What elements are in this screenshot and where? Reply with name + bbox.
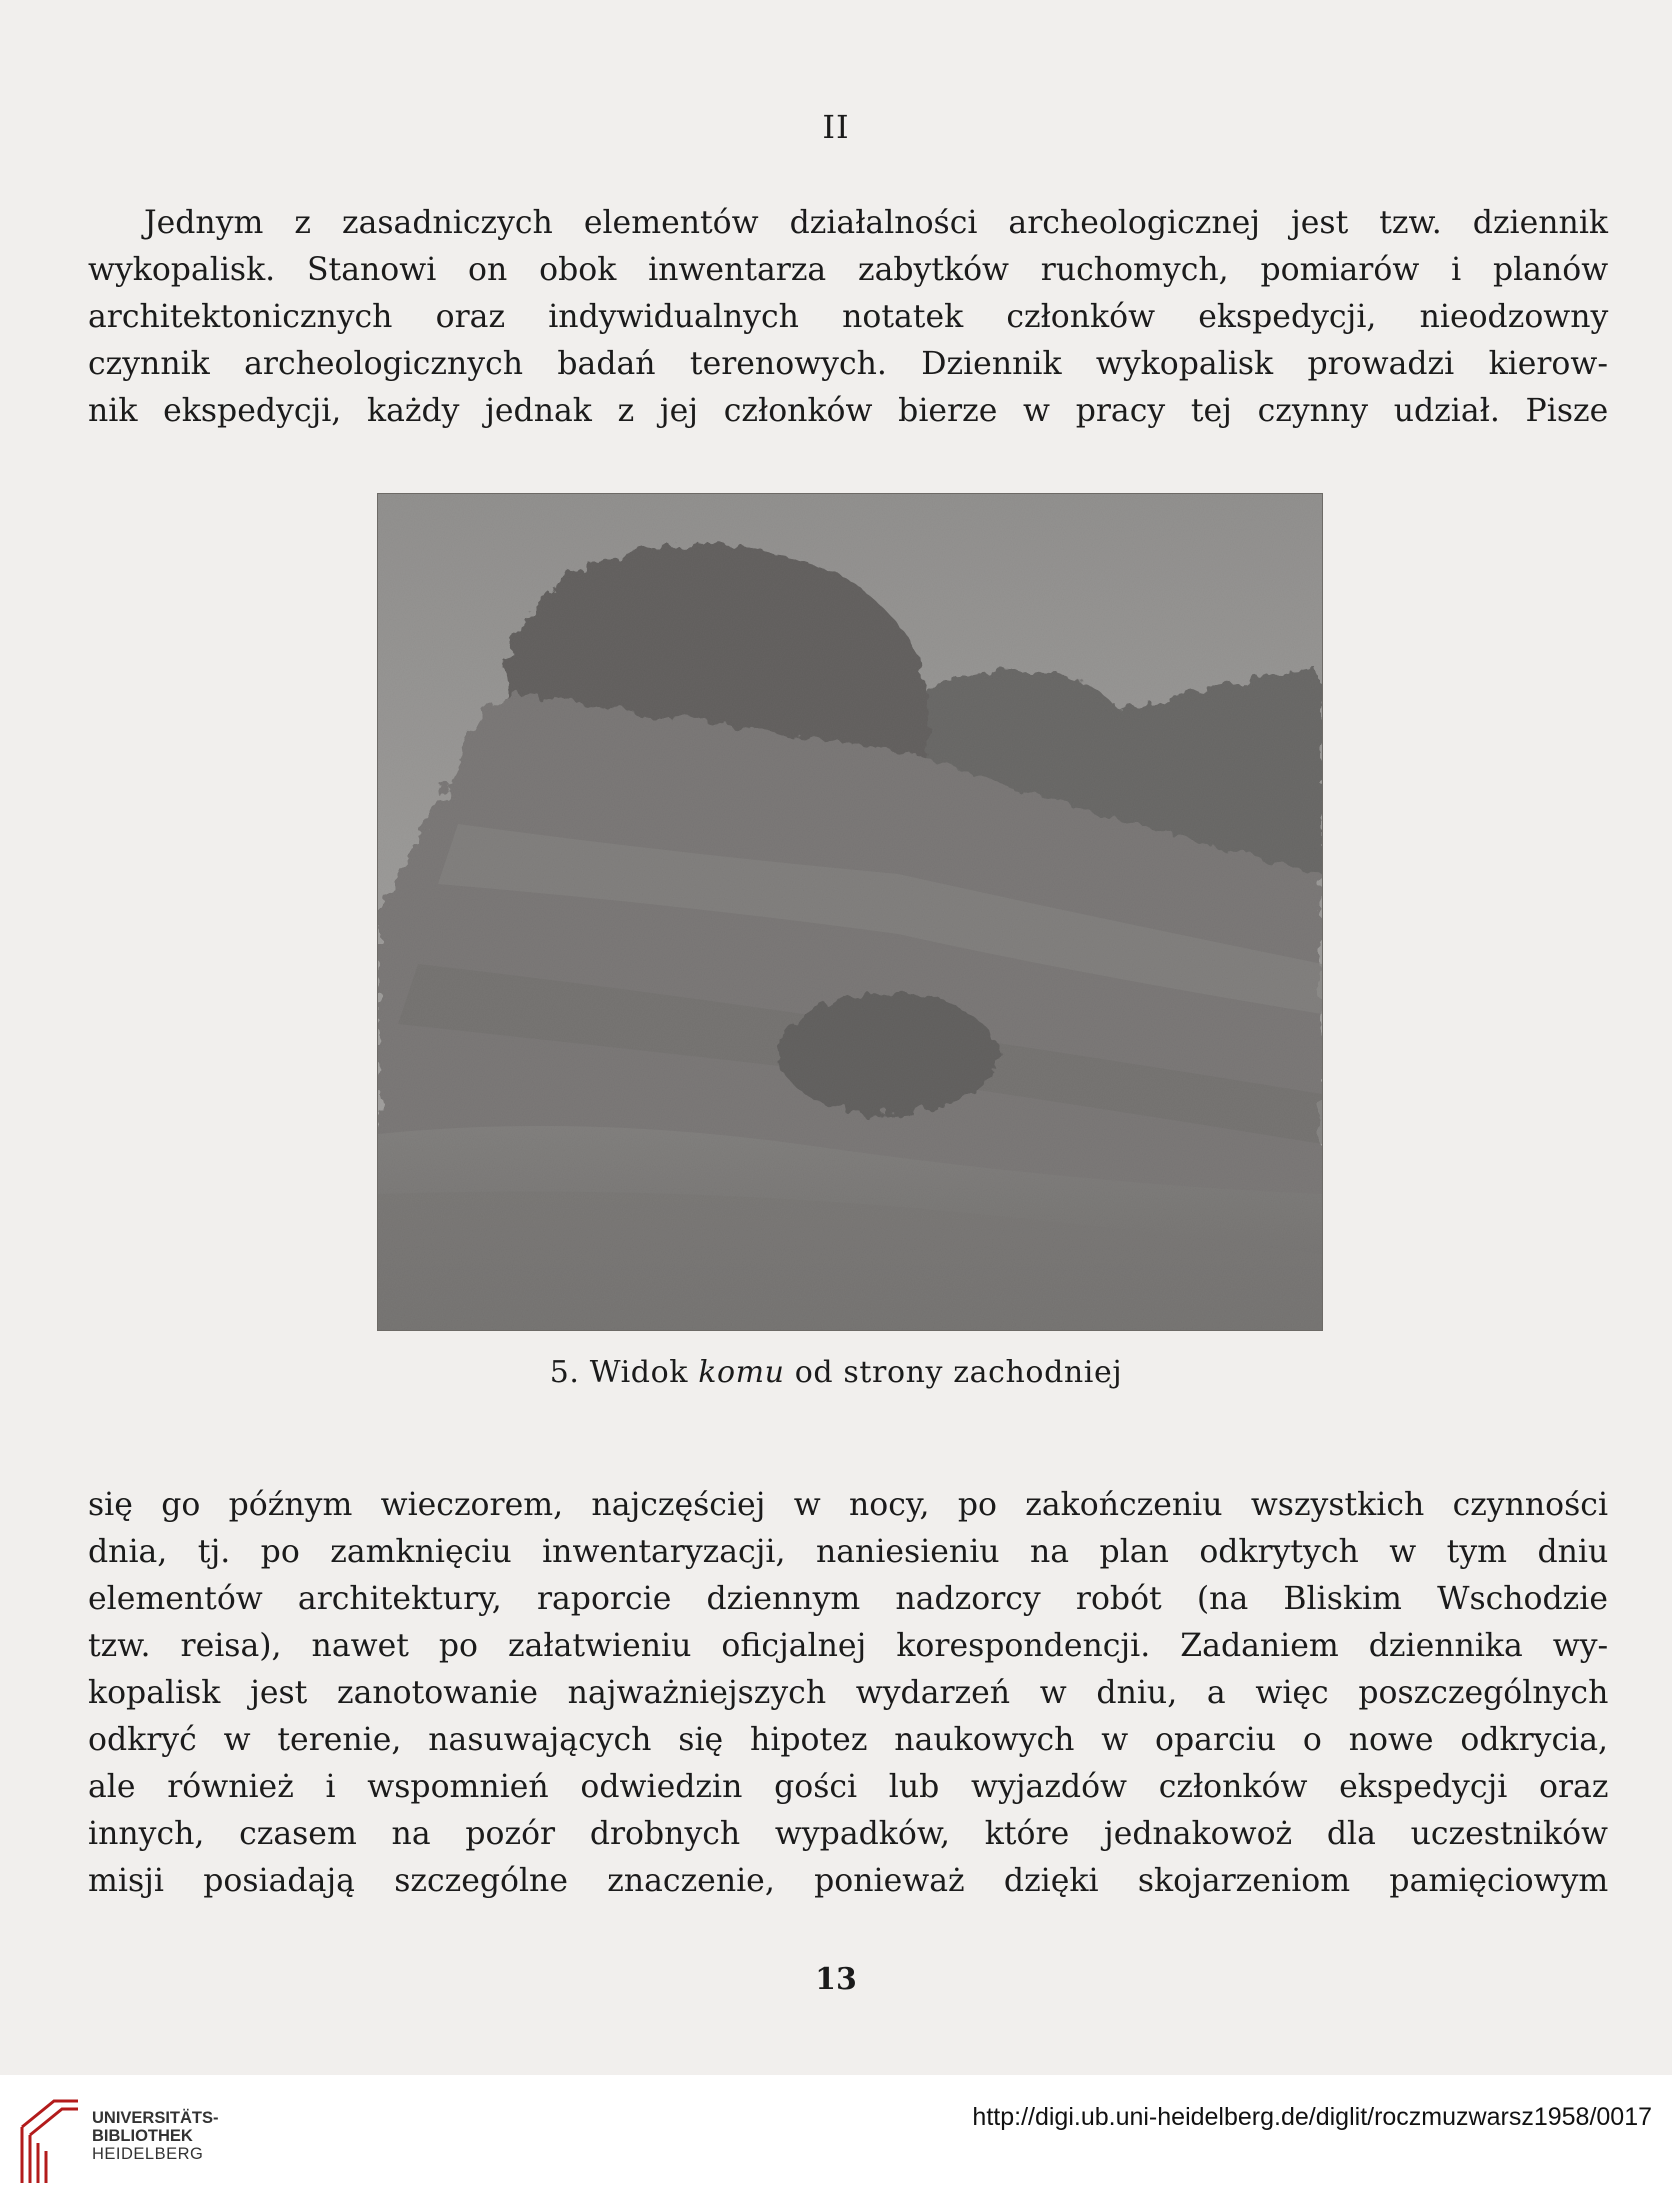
- paragraph-1: [88, 200, 1608, 435]
- text-line: elementów architektury, raporcie dziennym nadzorcy robót (na Bliskim Wschodzie: [88, 1581, 1608, 1617]
- figure-photo: [378, 494, 1322, 1330]
- caption-suffix: od strony zachodniej: [794, 1355, 1123, 1390]
- page-number: 13: [815, 1962, 857, 1997]
- library-logo-text: [92, 2109, 219, 2163]
- logo-line: UNIVERSITÄTS-: [92, 2109, 219, 2127]
- figure-caption: [0, 1355, 1672, 1390]
- text-line: czynnik archeologicznych badań terenowych. Dziennik wykopalisk prowadzi kierow-: [88, 346, 1608, 382]
- text-line: tzw. reisa), nawet po załatwieniu oficjalnej korespondencji. Zadaniem dziennika wy-: [88, 1628, 1609, 1664]
- text-line: dnia, tj. po zamknięciu inwentaryzacji, naniesieniu na plan odkrytych w tym dniu: [88, 1534, 1609, 1570]
- text-line: innych, czasem na pozór drobnych wypadków, które jednakowoż dla uczestników: [88, 1816, 1608, 1852]
- text-line: wykopalisk. Stanowi on obok inwentarza zabytków ruchomych, pomiarów i planów: [88, 252, 1609, 288]
- text-line: kopalisk jest zanotowanie najważniejszych wydarzeń w dniu, a więc poszczególnych: [88, 1675, 1609, 1711]
- paragraph-2: [88, 1482, 1608, 1905]
- source-url-link[interactable]: http://digi.ub.uni-heidelberg.de/diglit/roczmuzwarsz1958/0017: [972, 2103, 1652, 2131]
- text-line: odkryć w terenie, nasuwających się hipotez naukowych w oparciu o nowe odkrycia,: [88, 1722, 1608, 1758]
- text-line: ale również i wspomnień odwiedzin gości lub wyjazdów członków ekspedycji oraz: [88, 1769, 1609, 1805]
- text-line: misji posiadają szczególne znaczenie, ponieważ dzięki skojarzeniom pamięciowym: [88, 1863, 1609, 1899]
- library-logo-icon: [14, 2087, 84, 2191]
- logo-line: HEIDELBERG: [92, 2145, 204, 2163]
- text-line: się go późnym wieczorem, najczęściej w nocy, po zakończeniu wszystkich czynności: [88, 1487, 1609, 1523]
- text-line: Jednym z zasadniczych elementów działalności archeologicznej jest tzw. dziennik: [144, 205, 1608, 241]
- text-line: nik ekspedycji, każdy jednak z jej członków bierze w pracy tej czynny udział. Pisze: [88, 393, 1609, 429]
- section-heading: II: [822, 108, 850, 146]
- footer-bar: [0, 2075, 1672, 2203]
- logo-line: BIBLIOTHEK: [92, 2127, 193, 2145]
- caption-italic: komu: [698, 1355, 785, 1390]
- caption-prefix: 5. Widok: [549, 1355, 689, 1390]
- text-line: architektonicznych oraz indywidualnych notatek członków ekspedycji, nieodzowny: [88, 299, 1609, 335]
- photo-illustration: [378, 494, 1322, 1330]
